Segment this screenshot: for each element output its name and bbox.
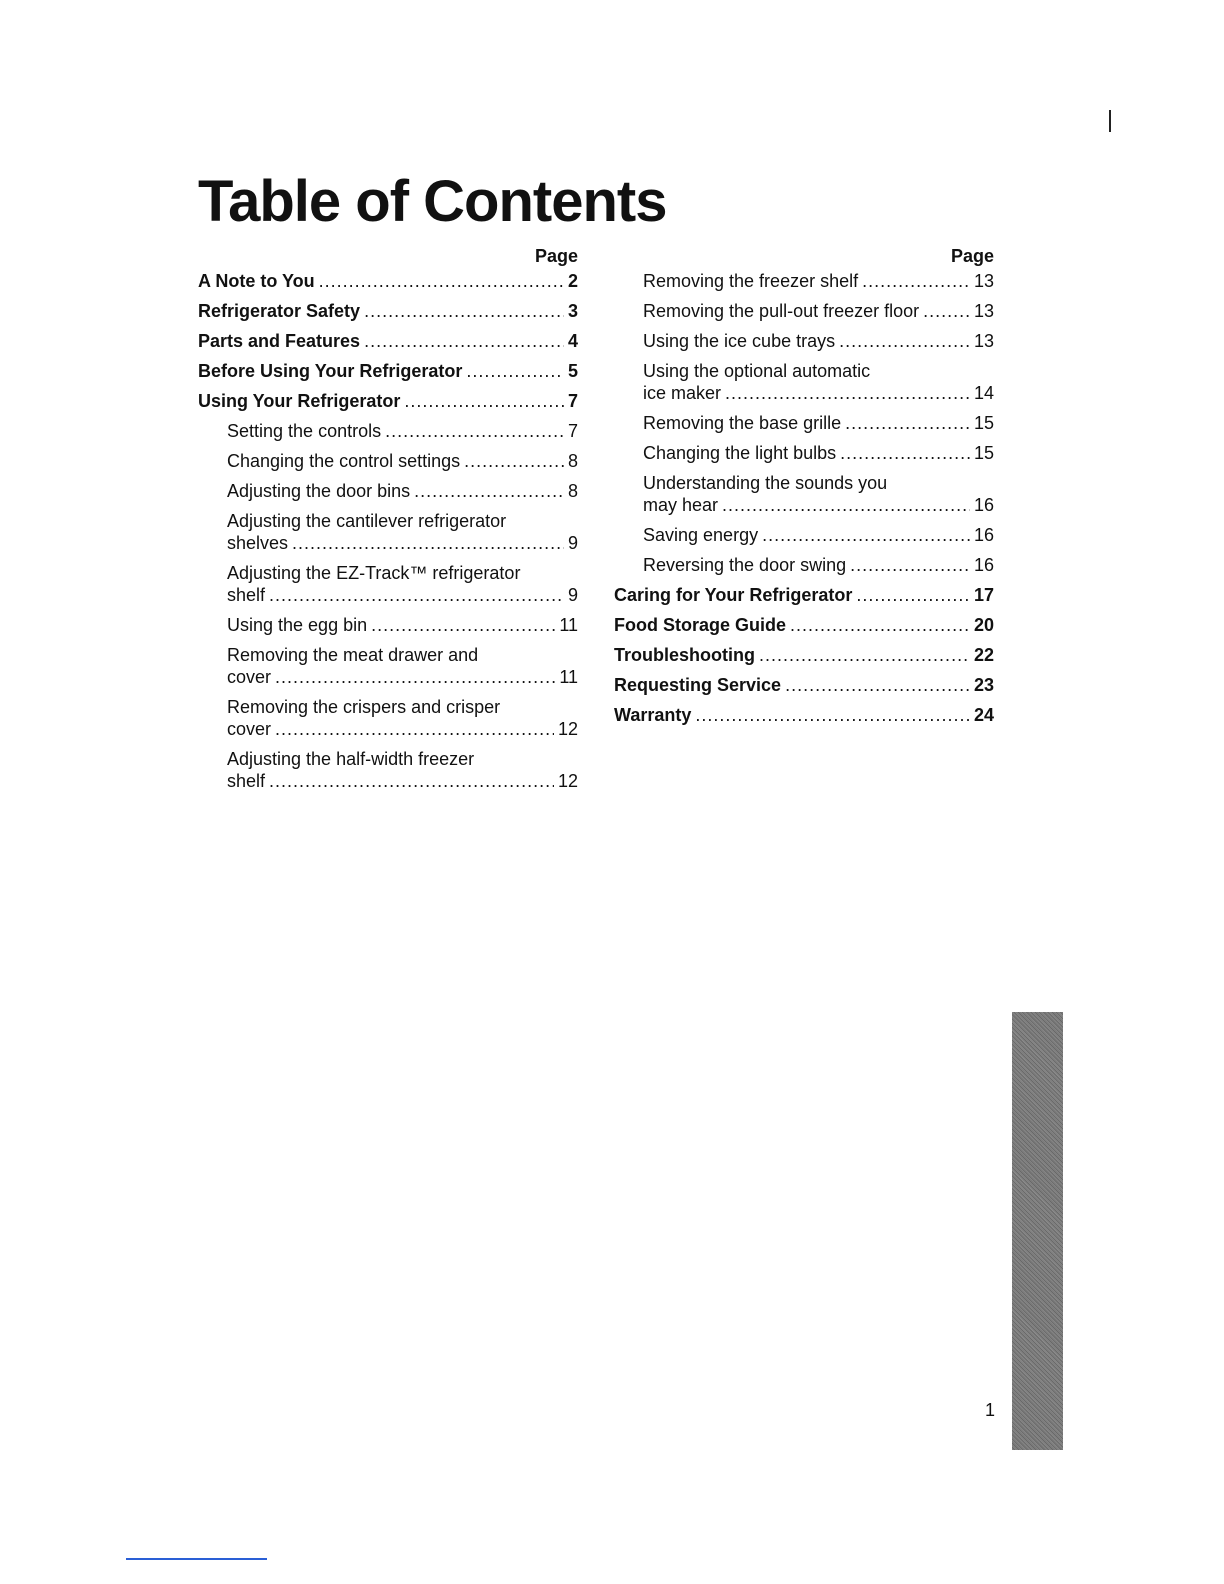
dot-leader xyxy=(856,584,970,606)
section-tab-marker xyxy=(1012,1012,1063,1450)
toc-entry xyxy=(614,674,994,704)
toc-entry-label: Changing the light bulbs xyxy=(643,443,837,463)
toc-entry-label: shelf xyxy=(227,585,266,605)
toc-entry-label: may hear xyxy=(643,495,719,515)
toc-entry-page: 14 xyxy=(973,383,994,403)
toc-entry-page: 12 xyxy=(557,771,578,791)
toc-entry xyxy=(198,748,578,800)
toc-entry-page: 11 xyxy=(559,667,578,687)
dot-leader xyxy=(319,270,564,292)
toc-entry-page: 5 xyxy=(567,361,578,381)
toc-entry-label: Requesting Service xyxy=(614,675,782,695)
toc-entry-label: Removing the base grille xyxy=(643,413,842,433)
dot-leader xyxy=(466,360,564,382)
toc-entry-label: Reversing the door swing xyxy=(643,555,847,575)
toc-entry-label: shelves xyxy=(227,533,289,553)
toc-entry-page: 16 xyxy=(973,525,994,545)
dot-leader xyxy=(695,704,970,726)
toc-entry-label: cover xyxy=(227,667,272,687)
toc-entry-page: 20 xyxy=(973,615,994,635)
toc-entry xyxy=(198,510,578,562)
dot-leader xyxy=(785,674,970,696)
dot-leader xyxy=(762,524,970,546)
toc-entry-page: 3 xyxy=(567,301,578,321)
toc-entry-label-line1: Understanding the sounds you xyxy=(643,473,888,493)
toc-entry-page: 13 xyxy=(973,271,994,291)
toc-entry-label: shelf xyxy=(227,771,266,791)
toc-entry-page: 22 xyxy=(973,645,994,665)
toc-entry xyxy=(198,300,578,330)
toc-entry xyxy=(198,644,578,696)
dot-leader xyxy=(364,330,564,352)
toc-entry-page: 2 xyxy=(567,271,578,291)
toc-entry-label: Caring for Your Refrigerator xyxy=(614,585,853,605)
page-title: Table of Contents xyxy=(198,169,667,234)
toc-left-column xyxy=(198,246,578,800)
toc-entry-label: Using Your Refrigerator xyxy=(198,391,401,411)
toc-entry-label: Warranty xyxy=(614,705,692,725)
toc-entry xyxy=(198,696,578,748)
dot-leader xyxy=(722,494,970,516)
toc-entry-label: Changing the control settings xyxy=(227,451,461,471)
toc-entry-label: Removing the freezer shelf xyxy=(643,271,859,291)
toc-entry-page: 8 xyxy=(567,451,578,471)
dot-leader xyxy=(839,330,970,352)
toc-entry-label: Food Storage Guide xyxy=(614,615,787,635)
dot-leader xyxy=(385,420,564,442)
toc-entry xyxy=(614,614,994,644)
toc-entry xyxy=(198,270,578,300)
toc-entry-label-line1: Removing the crispers and crisper xyxy=(227,697,501,717)
toc-entry xyxy=(198,480,578,510)
toc-entry-page: 16 xyxy=(973,495,994,515)
toc-entry xyxy=(614,270,994,300)
toc-entry xyxy=(614,584,994,614)
bottom-rule xyxy=(126,1558,267,1560)
toc-entry-page: 15 xyxy=(973,413,994,433)
toc-entry xyxy=(614,704,994,734)
dot-leader xyxy=(275,666,555,688)
toc-entry xyxy=(614,330,994,360)
toc-entry-label-line1: Adjusting the EZ-Track™ refrigerator xyxy=(227,563,521,583)
toc-entry xyxy=(614,300,994,330)
toc-right-column xyxy=(614,246,994,734)
toc-entry-page: 9 xyxy=(567,585,578,605)
toc-entry-label-line1: Removing the meat drawer and xyxy=(227,645,479,665)
toc-entry xyxy=(198,360,578,390)
toc-entry-page: 4 xyxy=(567,331,578,351)
dot-leader xyxy=(269,770,554,792)
dot-leader xyxy=(275,718,554,740)
dot-leader xyxy=(923,300,970,322)
toc-entry-page: 15 xyxy=(973,443,994,463)
scan-edge-mark xyxy=(1109,110,1111,132)
toc-entry-label: Removing the pull-out freezer floor xyxy=(643,301,920,321)
toc-entry xyxy=(198,420,578,450)
toc-entry xyxy=(614,412,994,442)
toc-entry-label: Adjusting the door bins xyxy=(227,481,411,501)
dot-leader xyxy=(845,412,970,434)
toc-entry xyxy=(198,614,578,644)
dot-leader xyxy=(725,382,970,404)
toc-entry-label: Parts and Features xyxy=(198,331,361,351)
toc-entry xyxy=(614,472,994,524)
toc-entry-page: 16 xyxy=(973,555,994,575)
dot-leader xyxy=(850,554,970,576)
dot-leader xyxy=(464,450,564,472)
toc-entry-page: 13 xyxy=(973,331,994,351)
toc-entry-label: Using the egg bin xyxy=(227,615,368,635)
toc-entry-page: 11 xyxy=(559,615,578,635)
toc-entry-page: 8 xyxy=(567,481,578,501)
dot-leader xyxy=(404,390,564,412)
dot-leader xyxy=(790,614,970,636)
dot-leader xyxy=(371,614,555,636)
toc-entry-label: Saving energy xyxy=(643,525,759,545)
toc-entry-label: Using the ice cube trays xyxy=(643,331,836,351)
dot-leader xyxy=(269,584,564,606)
dot-leader xyxy=(414,480,564,502)
toc-entry-page: 23 xyxy=(973,675,994,695)
dot-leader xyxy=(759,644,970,666)
toc-entry xyxy=(198,450,578,480)
toc-entry-page: 7 xyxy=(567,421,578,441)
toc-entry-label: Refrigerator Safety xyxy=(198,301,361,321)
dot-leader xyxy=(364,300,564,322)
toc-entry-label: Setting the controls xyxy=(227,421,382,441)
toc-entry-label: A Note to You xyxy=(198,271,315,291)
toc-entry xyxy=(614,644,994,674)
toc-entry xyxy=(198,390,578,420)
page-column-header: Page xyxy=(534,246,578,266)
toc-entry-page: 17 xyxy=(973,585,994,605)
page-number: 1 xyxy=(985,1400,996,1420)
toc-entry-label: Troubleshooting xyxy=(614,645,755,665)
toc-entry xyxy=(614,360,994,412)
toc-entry xyxy=(614,554,994,584)
toc-entry-page: 7 xyxy=(567,391,578,411)
dot-leader xyxy=(840,442,970,464)
toc-entry-page: 24 xyxy=(973,705,994,725)
toc-entry-label-line1: Using the optional automatic xyxy=(643,361,871,381)
toc-entry xyxy=(198,562,578,614)
toc-entry xyxy=(614,442,994,472)
toc-entries xyxy=(614,270,994,734)
toc-entries xyxy=(198,270,578,800)
dot-leader xyxy=(292,532,564,554)
toc-entry xyxy=(198,330,578,360)
toc-entry-page: 12 xyxy=(557,719,578,739)
toc-entry-label-line1: Adjusting the cantilever refrigerator xyxy=(227,511,507,531)
toc-entry-label: ice maker xyxy=(643,383,722,403)
toc-entry-label: Before Using Your Refrigerator xyxy=(198,361,463,381)
toc-entry-label: cover xyxy=(227,719,272,739)
toc-entry-page: 13 xyxy=(973,301,994,321)
toc-entry-label-line1: Adjusting the half-width freezer xyxy=(227,749,475,769)
toc-entry-page: 9 xyxy=(567,533,578,553)
dot-leader xyxy=(862,270,970,292)
toc-entry xyxy=(614,524,994,554)
page-column-header: Page xyxy=(950,246,994,266)
